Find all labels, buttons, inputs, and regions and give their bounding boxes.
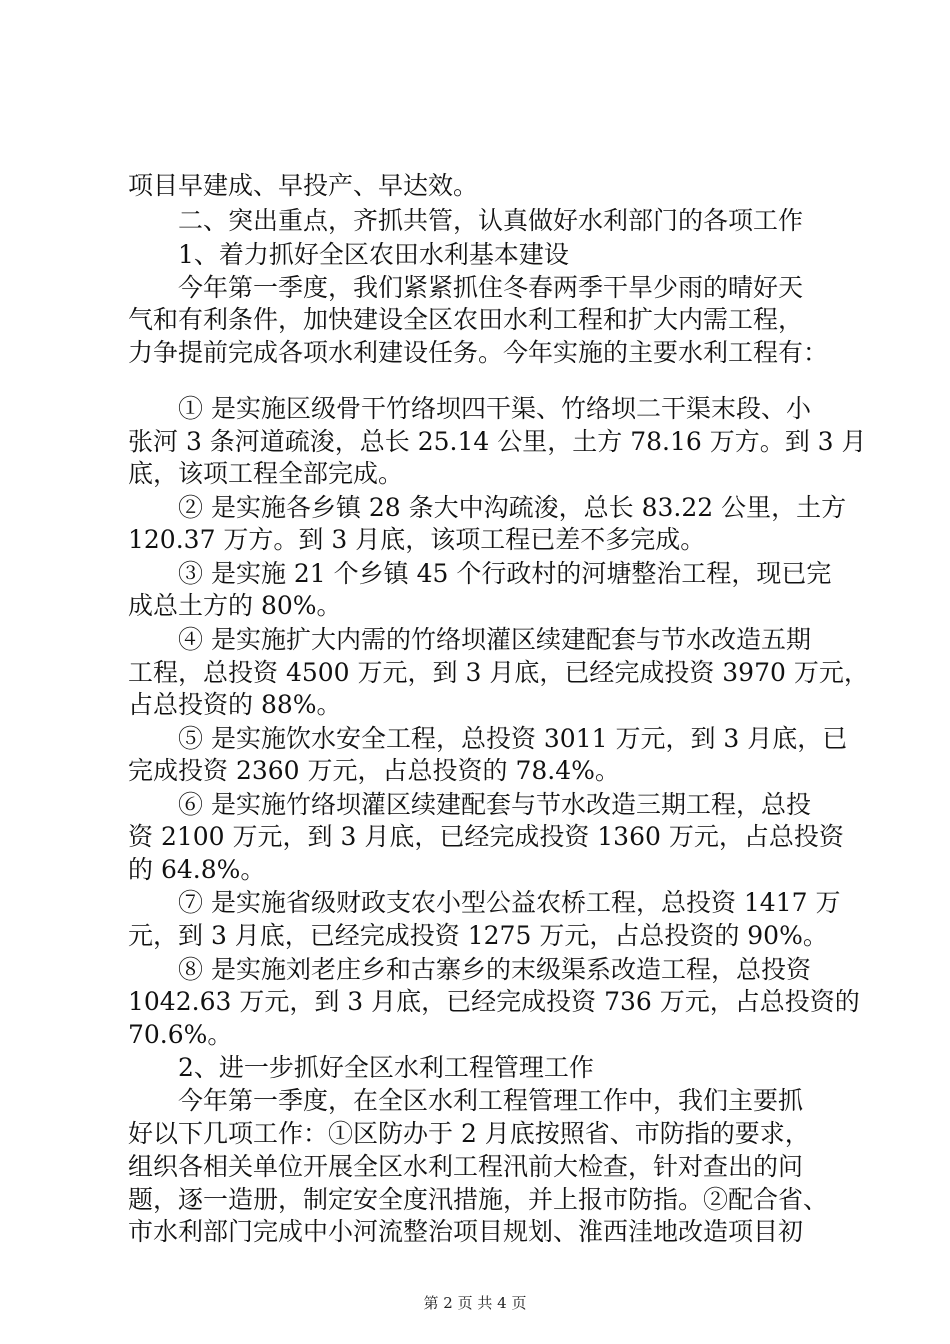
- text-line: 力争提前完成各项水利建设任务。今年实施的主要水利工程有：: [128, 338, 829, 367]
- list-item-line: ⑥ 是实施竹络坝灌区续建配套与节水改造三期工程，总投: [178, 790, 811, 819]
- subsection-heading: 1、着力抓好全区农田水利基本建设: [178, 240, 569, 269]
- text-line: 完成投资 2360 万元，占总投资的 78.4%。: [128, 756, 620, 785]
- text-line: 市水利部门完成中小河流整治项目规划、淮西洼地改造项目初: [128, 1217, 804, 1246]
- subsection-heading: 2、进一步抓好全区水利工程管理工作: [178, 1053, 594, 1082]
- text-line: 工程，总投资 4500 万元，到 3 月底，已经完成投资 3970 万元，: [128, 658, 869, 687]
- text-line: 张河 3 条河道疏浚，总长 25.14 公里，土方 78.16 万方。到 3 月: [128, 427, 867, 456]
- list-item-line: ⑦ 是实施省级财政支农小型公益农桥工程，总投资 1417 万: [178, 888, 841, 917]
- text-line: 气和有利条件，加快建设全区农田水利工程和扩大内需工程，: [128, 305, 804, 334]
- list-item-line: ③ 是实施 21 个乡镇 45 个行政村的河塘整治工程，现已完: [178, 559, 832, 588]
- text-line: 的 64.8%。: [128, 855, 266, 884]
- text-line: 占总投资的 88%。: [128, 690, 342, 719]
- text-line: 1042.63 万元，到 3 月底，已经完成投资 736 万元，占总投资的: [128, 987, 860, 1016]
- text-line: 今年第一季度，在全区水利工程管理工作中，我们主要抓: [178, 1086, 804, 1115]
- text-line: 今年第一季度，我们紧紧抓住冬春两季干旱少雨的晴好天: [178, 273, 804, 302]
- text-line: 好以下几项工作：①区防办于 2 月底按照省、市防指的要求，: [128, 1119, 810, 1148]
- text-line: 资 2100 万元，到 3 月底，已经完成投资 1360 万元，占总投资: [128, 822, 844, 851]
- text-line: 组织各相关单位开展全区水利工程汛前大检查，针对查出的问: [128, 1152, 804, 1181]
- text-line: 题，逐一造册，制定安全度汛措施，并上报市防指。②配合省、: [128, 1185, 829, 1214]
- text-line: 70.6%。: [128, 1020, 233, 1049]
- list-item-line: ⑧ 是实施刘老庄乡和古寨乡的末级渠系改造工程，总投资: [178, 955, 811, 984]
- list-item-line: ① 是实施区级骨干竹络坝四干渠、竹络坝二干渠末段、小: [178, 394, 811, 423]
- list-item-line: ⑤ 是实施饮水安全工程，总投资 3011 万元，到 3 月底，已: [178, 724, 848, 753]
- text-line: 120.37 万方。到 3 月底，该项工程已差不多完成。: [128, 525, 706, 554]
- page-footer: 第 2 页 共 4 页: [423, 1294, 527, 1312]
- list-item-line: ② 是实施各乡镇 28 条大中沟疏浚，总长 83.22 公里，土方: [178, 493, 847, 522]
- list-item-line: ④ 是实施扩大内需的竹络坝灌区续建配套与节水改造五期: [178, 625, 811, 654]
- text-line: 元，到 3 月底，已经完成投资 1275 万元，占总投资的 90%。: [128, 921, 828, 950]
- text-line: 底，该项工程全部完成。: [128, 459, 404, 488]
- text-line: 成总土方的 80%。: [128, 591, 342, 620]
- section-heading: 二、突出重点，齐抓共管，认真做好水利部门的各项工作: [178, 206, 804, 235]
- text-line: 项目早建成、早投产、早达效。: [128, 171, 479, 200]
